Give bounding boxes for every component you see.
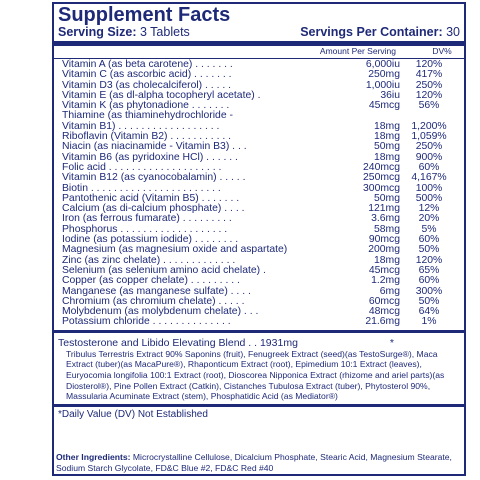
nutrient-dv: 100%	[415, 182, 443, 194]
nutrient-amount: 21.6mg	[365, 316, 400, 328]
nutrient-dv: 60%	[418, 275, 440, 287]
nutrient-name: Vitamin A (as beta carotene) . . . . . . .	[62, 59, 233, 70]
nutrient-amount: 3.6mg	[371, 213, 400, 225]
nutrient-amount: 18mg	[374, 131, 400, 143]
column-header	[58, 46, 460, 57]
nutrient-dv: 500%	[415, 192, 443, 204]
nutrient-amount: 6mg	[379, 285, 400, 297]
other-ingredients	[56, 452, 468, 473]
servings-per-container	[300, 25, 460, 40]
nutrient-amount: 121mg	[368, 203, 400, 215]
blend-star: *	[389, 336, 394, 349]
nutrient-name: Vitamin C (as ascorbic acid) . . . . . . .	[62, 69, 232, 81]
nutrient-name: Molybdenum (as molybdenum chelate) . . .	[62, 306, 259, 318]
nutrient-dv: 1,059%	[411, 131, 447, 143]
blend-title: Testosterone and Libido Elevating Blend . . 1931mg	[58, 336, 298, 349]
nutrient-amount: 48mcg	[368, 306, 400, 318]
nutrient-name: Riboflavin (Vitamin B2) . . . . . . . . . . .	[62, 131, 231, 143]
nutrient-amount: 18mg	[374, 120, 400, 132]
nutrient-dv: 1%	[421, 316, 437, 328]
nutrient-name: Magnesium (as magnesium oxide and aspartate)	[62, 244, 288, 256]
servings-label: Servings Per Container:	[300, 25, 443, 39]
serving-size	[58, 25, 190, 40]
nutrient-name: Thiamine (as thiaminehydrochloride -	[62, 110, 233, 122]
nutrient-amount: 90mcg	[368, 234, 400, 246]
nutrient-dv: 60%	[418, 161, 440, 173]
nutrient-dv: 1,200%	[411, 120, 447, 132]
nutrient-dv: 65%	[418, 264, 440, 276]
other-ingredients-label: Other Ingredients:	[56, 452, 131, 462]
nutrient-amount: 58mg	[374, 223, 400, 235]
nutrient-name: Niacin (as niacinamide - Vitamin B3) . . .	[62, 141, 247, 153]
nutrient-name: Manganese (as manganese sulfate) . . . .	[62, 285, 251, 297]
serving-info-row	[58, 25, 460, 40]
nutrient-dv: 4,167%	[411, 172, 447, 184]
nutrient-name: Biotin . . . . . . . . . . . . . . . . . . . . . . .	[62, 182, 221, 194]
nutrient-name: Copper (as copper chelate) . . . . . . . . .	[62, 275, 240, 287]
nutrient-amount: 18mg	[374, 254, 400, 266]
other-ingredients-text: Microcrystalline Cellulose, Dicalcium Phosphate, Stearic Acid, Magnesium Stearate, Sodium Starch Glycolate, FD&C Blue #2, FD&C Red #40	[56, 452, 452, 473]
nutrient-dv: 5%	[421, 223, 437, 235]
nutrient-name: Zinc (as zinc chelate) . . . . . . . . . . . . .	[62, 254, 236, 266]
nutrient-amount: 1,000iu	[365, 79, 400, 91]
serving-size-value: 3 Tablets	[139, 25, 190, 39]
nutrient-name: Pantothenic acid (Vitamin B5) . . . . . . .	[62, 192, 240, 204]
nutrient-amount: 50mg	[374, 192, 400, 204]
nutrient-amount: 50mg	[374, 141, 400, 153]
nutrient-dv: 64%	[418, 306, 440, 318]
nutrient-amount: 45mcg	[368, 264, 400, 276]
nutrient-name: Chromium (as chromium chelate) . . . . .	[62, 295, 245, 307]
nutrient-amount: 240mcg	[363, 161, 400, 173]
nutrient-dv: 900%	[415, 151, 443, 163]
nutrient-name: Vitamin K (as phytonadione . . . . . . .	[62, 100, 230, 112]
serving-size-label: Serving Size:	[58, 25, 137, 39]
nutrient-row	[58, 317, 460, 327]
nutrient-amount: 6,000iu	[365, 59, 400, 70]
nutrient-name: Vitamin B12 (as cyanocobalamin) . . . . .	[62, 172, 246, 184]
nutrient-dv: 50%	[418, 295, 440, 307]
blend-description: Tribulus Terrestris Extract 90% Saponins (fruit), Fenugreek Extract (seed)(as TestoSurge®), Maca Extract (tuber)(as MacaPure®), Rhaponticum Extract (root), Epimedium 10:1 Extract (leaves), Euryocomia longifolia 100:1 Extract (root), Dioscorea Nipponica Extract (rhizome and ariel parts)(as Diosterol®), Pine Pollen Extract (Catkin), Cistanches Tubulosa Extract (tuber), Phytosterol 90%, Massularia Acuminate Extract (stem), Phosphatidic Acid (as Mediator®)	[66, 348, 445, 402]
nutrient-name: Iodine (as potassium iodide) . . . . . . . .	[62, 234, 239, 246]
nutrient-amount: 18mg	[374, 151, 400, 163]
nutrient-dv: 12%	[418, 203, 440, 215]
nutrient-amount: 250mg	[368, 69, 400, 81]
nutrient-dv: 20%	[418, 213, 440, 225]
divider-mid-2	[54, 404, 464, 407]
nutrient-name: Vitamin E (as dl-alpha tocopheryl acetate) .	[62, 89, 261, 101]
dv-footnote: *Daily Value (DV) Not Established	[58, 408, 208, 420]
nutrient-dv: 120%	[415, 254, 443, 266]
nutrient-dv: 250%	[415, 79, 443, 91]
nutrient-amount: 1.2mg	[371, 275, 400, 287]
nutrient-row	[58, 276, 460, 286]
nutrient-name: Vitamin D3 (as cholecalciferol) . . . . .	[62, 79, 232, 91]
nutrient-list	[58, 60, 460, 328]
nutrient-dv: 50%	[418, 244, 440, 256]
nutrient-amount: 36iu	[380, 89, 400, 101]
nutrient-amount: 300mcg	[363, 182, 400, 194]
nutrient-dv: 250%	[415, 141, 443, 153]
nutrient-name: Vitamin B6 (as pyridoxine HCl) . . . . . .	[62, 151, 238, 163]
nutrient-name: Vitamin B1) . . . . . . . . . . . . . . . . . .	[62, 120, 220, 132]
nutrient-dv: 56%	[418, 100, 440, 112]
column-dv: DV%	[432, 46, 452, 56]
blend-title-row	[58, 337, 460, 349]
nutrient-amount: 250mcg	[363, 172, 400, 184]
nutrient-dv: 120%	[415, 89, 443, 101]
nutrient-amount: 60mcg	[368, 295, 400, 307]
nutrient-amount: 45mcg	[368, 100, 400, 112]
nutrient-dv: 120%	[415, 59, 443, 70]
nutrient-dv: 60%	[418, 234, 440, 246]
panel-title: Supplement Facts	[58, 4, 231, 26]
nutrient-name: Folic acid . . . . . . . . . . . . . . . . . . . .	[62, 161, 222, 173]
nutrient-name: Selenium (as selenium amino acid chelate) .	[62, 264, 266, 276]
divider-mid	[54, 330, 464, 333]
column-amount: Amount Per Serving	[319, 46, 396, 56]
nutrient-name: Iron (as ferrous fumarate) . . . . . . . . .	[62, 213, 232, 225]
nutrient-dv: 300%	[415, 285, 443, 297]
nutrient-name: Phosphorus . . . . . . . . . . . . . . . . . . .	[62, 223, 228, 235]
nutrient-dv: 417%	[415, 69, 443, 81]
servings-value: 30	[446, 25, 460, 39]
nutrient-name: Calcium (as di-calcium phosphate) . . . .	[62, 203, 245, 215]
supplement-facts-panel	[52, 2, 466, 476]
nutrient-amount: 200mg	[368, 244, 400, 256]
nutrient-name: Potassium chloride . . . . . . . . . . . . . .	[62, 316, 231, 328]
